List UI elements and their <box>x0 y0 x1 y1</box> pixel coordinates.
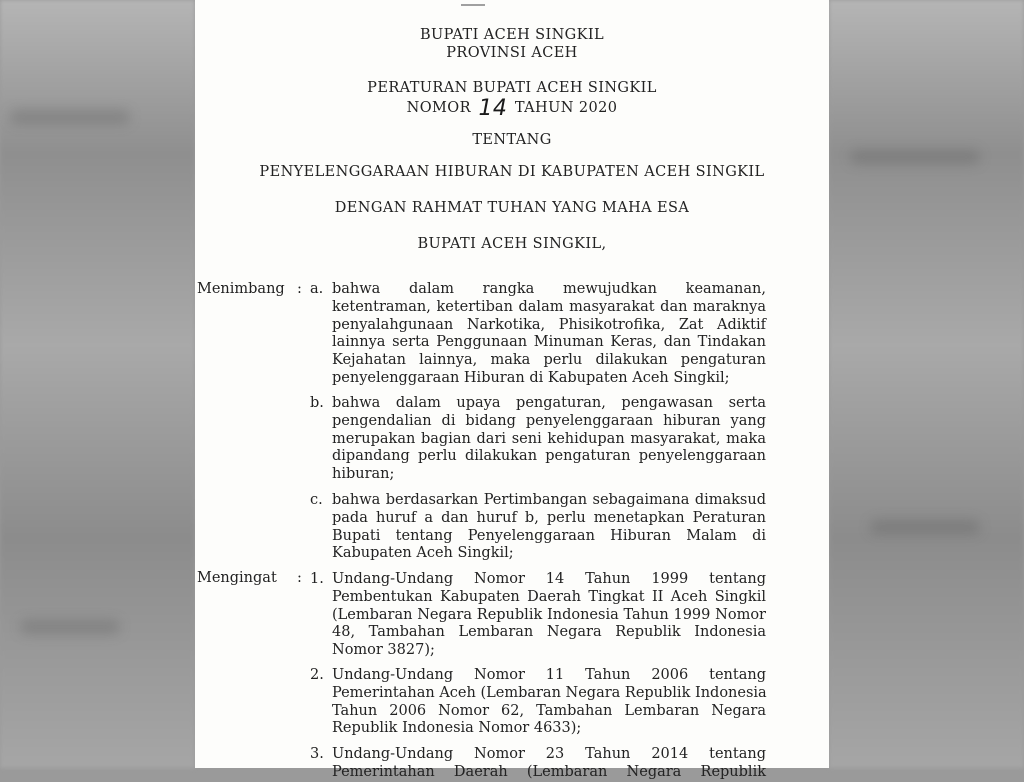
clause-line: hiburan; <box>332 466 395 483</box>
clause-line: Pembentukan Kabupaten Daerah Tingkat II Aceh Singkil <box>332 588 766 605</box>
clause-line: lainnya serta Penggunaan Minuman Keras, dan Tindakan <box>332 334 766 351</box>
clause-line: Pemerintahan Daerah (Lembaran Negara Republik <box>332 763 766 780</box>
clause-line: Tahun 2006 Nomor 62, Tambahan Lembaran Negara <box>332 702 766 719</box>
blurred-text-left <box>20 620 120 634</box>
mengingat-colon: : <box>297 570 302 586</box>
clause-line: bahwa berdasarkan Pertimbangan sebagaimana dimaksud <box>332 492 766 508</box>
clause-a-text <box>332 281 766 388</box>
mengingat-label: Mengingat <box>197 570 277 586</box>
clause-line: bahwa dalam rangka mewujudkan keamanan, <box>332 281 766 297</box>
regional-emblem-icon <box>453 0 493 8</box>
clause-line: Kejahatan lainnya, maka perlu dilakukan pengaturan <box>332 352 766 369</box>
clause-marker-3: 3. <box>310 746 324 762</box>
nomor-handwritten-value: 14 <box>478 96 508 121</box>
clause-line: Undang-Undang Nomor 14 Tahun 1999 tentang <box>332 571 766 587</box>
blurred-text-right <box>870 520 980 534</box>
clause-marker-1: 1. <box>310 571 324 587</box>
tentang-heading: TENTANG <box>472 132 552 148</box>
clause-line: (Lembaran Negara Republik Indonesia Tahun 1999 Nomor <box>332 606 766 623</box>
clause-line: Undang-Undang Nomor 11 Tahun 2006 tentang <box>332 667 766 683</box>
clause-marker-a: a. <box>310 281 324 297</box>
clause-line: pengendalian di bidang penyelenggaraan hiburan yang <box>332 412 766 429</box>
regulation-subject: PENYELENGGARAAN HIBURAN DI KABUPATEN ACEH SINGKIL <box>259 164 765 180</box>
clause-line: Pemerintahan Aceh (Lembaran Negara Republik Indonesia <box>332 684 767 701</box>
blurred-text-left <box>10 110 130 124</box>
signatory-line: BUPATI ACEH SINGKIL, <box>417 236 607 252</box>
province-title: PROVINSI ACEH <box>446 45 578 61</box>
clause-line: Undang-Undang Nomor 23 Tahun 2014 tentang <box>332 746 766 762</box>
clause-line: penyalahgunaan Narkotika, Phisikotrofika, Zat Adiktif <box>332 316 766 333</box>
office-title: BUPATI ACEH SINGKIL <box>419 27 605 43</box>
regulation-title: PERATURAN BUPATI ACEH SINGKIL <box>367 80 657 96</box>
clause-b-text <box>332 395 766 484</box>
clause-2-text <box>332 667 766 738</box>
clause-line: 48, Tambahan Lembaran Negara Republik Indonesia <box>332 624 766 641</box>
clause-marker-b: b. <box>310 395 324 411</box>
document-page <box>195 0 829 780</box>
clause-line: Nomor 3827); <box>332 642 435 659</box>
clause-line: Republik Indonesia Nomor 4633); <box>332 720 582 737</box>
blurred-background-right <box>829 0 1024 768</box>
clause-line: dipandang perlu dilakukan pengaturan penyelenggaraan <box>332 448 766 465</box>
clause-line: pada huruf a dan huruf b, perlu menetapkan Peraturan <box>332 509 766 526</box>
clause-3-text <box>332 746 766 782</box>
tahun-label: TAHUN 2020 <box>514 100 618 116</box>
menimbang-colon: : <box>297 281 302 297</box>
clause-marker-2: 2. <box>310 667 324 683</box>
clause-line: Bupati tentang Penyelenggaraan Hiburan Malam di <box>332 527 766 544</box>
clause-1-text <box>332 571 766 660</box>
clause-c-text <box>332 492 766 563</box>
blessing-line: DENGAN RAHMAT TUHAN YANG MAHA ESA <box>334 200 690 216</box>
clause-line: penyelenggaraan Hiburan di Kabupaten Aceh Singkil; <box>332 369 730 386</box>
regulation-number-line <box>195 96 829 121</box>
clause-line: merupakan bagian dari seni kehidupan masyarakat, maka <box>332 430 766 447</box>
clause-line: Kabupaten Aceh Singkil; <box>332 545 514 562</box>
clause-line: bahwa dalam upaya pengaturan, pengawasan serta <box>332 395 766 411</box>
blurred-text-right <box>850 150 980 164</box>
nomor-label: NOMOR <box>406 100 471 116</box>
clause-line: ketentraman, ketertiban dalam masyarakat dan maraknya <box>332 298 766 315</box>
menimbang-label: Menimbang <box>197 281 285 297</box>
clause-marker-c: c. <box>310 492 323 508</box>
